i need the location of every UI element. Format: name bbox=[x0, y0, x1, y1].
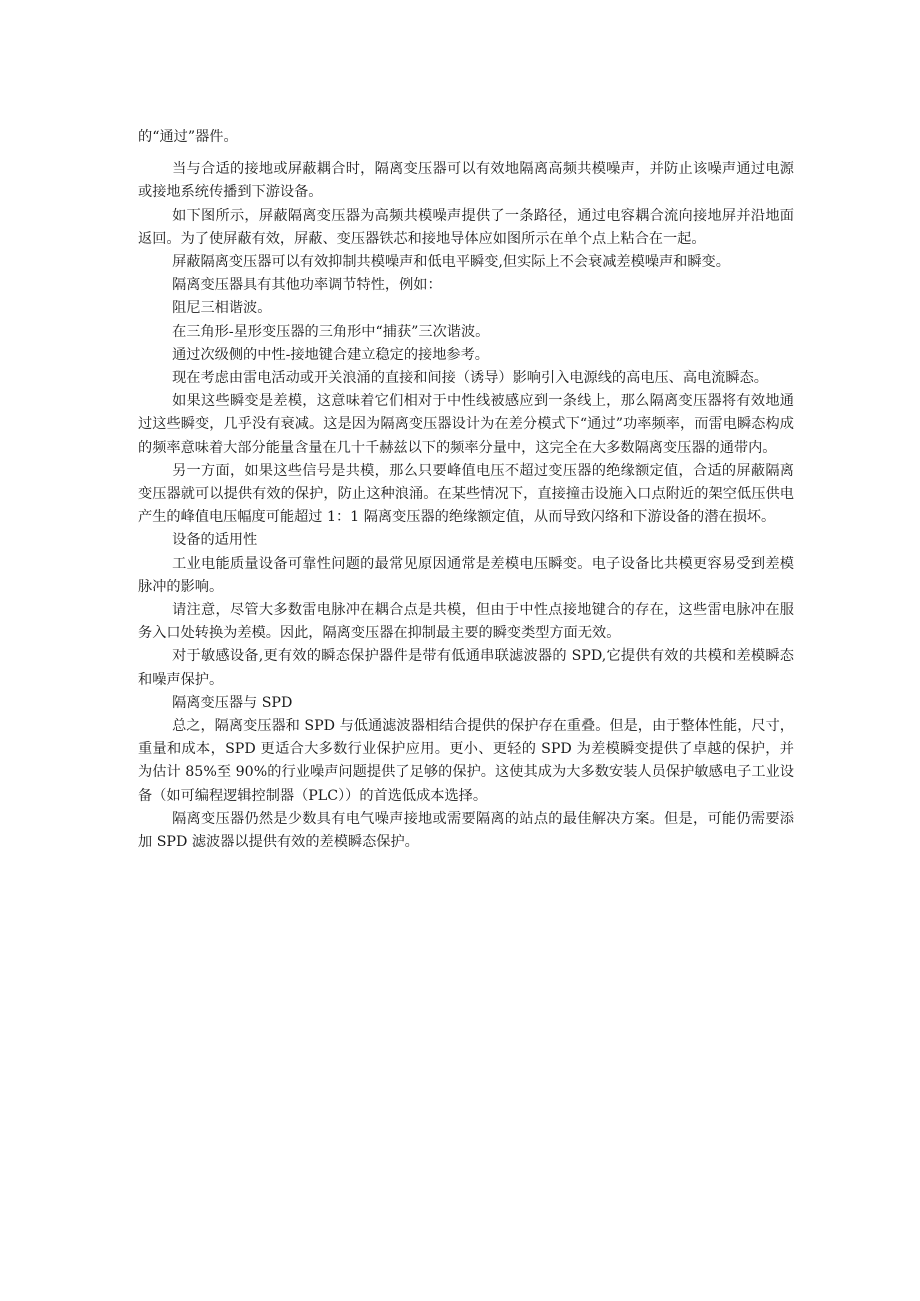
paragraph: 对于敏感设备,更有效的瞬态保护器件是带有低通串联滤波器的 SPD,它提供有效的共模和差模瞬态和噪声保护。 bbox=[138, 648, 794, 688]
paragraph: 另一方面，如果这些信号是共模，那么只要峰值电压不超过变压器的绝缘额定值，合适的屏蔽隔离变压器就可以提供有效的保护，防止这种浪涌。在某些情况下，直接撞击设施入口点附近的架空低压供电产生的峰值电压幅度可能超过 1：1 隔离变压器的绝缘额定值，从而导致闪络和下游设备的潜在损坏。 bbox=[138, 462, 794, 526]
paragraph: 隔离变压器仍然是少数具有电气噪声接地或需要隔离的站点的最佳解决方案。但是，可能仍需要添加 SPD 滤波器以提供有效的差模瞬态保护。 bbox=[138, 810, 794, 851]
section-heading: 设备的适用性 bbox=[172, 532, 258, 549]
paragraph-continuation: 的“通过”器件。 bbox=[138, 129, 238, 145]
paragraph: 总之，隔离变压器和 SPD 与低通滤波器相结合提供的保护存在重叠。但是，由于整体性能，尺寸，重量和成本，SPD 更适合大多数行业保护应用。更小、更轻的 SPD 为差模瞬变提供了卓越的保护，并为估计 85%至 90%的行业噪声问题提供了足够的保护。这使其成为大多数安装人员保护敏感电子工业设备（如可编程逻辑控制器（PLC））的首选低成本选择。 bbox=[138, 718, 794, 804]
paragraph: 工业电能质量设备可靠性问题的最常见原因通常是差模电压瞬变。电子设备比共模更容易受到差模脉冲的影响。 bbox=[138, 555, 794, 595]
paragraph: 隔离变压器具有其他功率调节特性，例如： bbox=[172, 277, 442, 294]
document-body bbox=[138, 126, 794, 854]
section-heading: 隔离变压器与 SPD bbox=[172, 694, 293, 711]
list-item: 阻尼三相谐波。 bbox=[172, 300, 272, 317]
paragraph: 如果这些瞬变是差模，这意味着它们相对于中性线被感应到一条线上，那么隔离变压器将有效地通过这些瞬变，几乎没有衰减。这是因为隔离变压器设计为在差分模式下“通过”功率频率，而雷电瞬态构成的频率意味着大部分能量含量在几十千赫兹以下的频率分量中，这完全在大多数隔离变压器的通带内。 bbox=[138, 393, 794, 456]
list-item: 在三角形-星形变压器的三角形中“捕获”三次谐波。 bbox=[172, 323, 490, 340]
paragraph: 当与合适的接地或屏蔽耦合时，隔离变压器可以有效地隔离高频共模噪声，并防止该噪声通过电源或接地系统传播到下游设备。 bbox=[138, 161, 794, 201]
paragraph: 如下图所示，屏蔽隔离变压器为高频共模噪声提供了一条路径，通过电容耦合流向接地屏并沿地面返回。为了使屏蔽有效，屏蔽、变压器铁芯和接地导体应如图所示在单个点上粘合在一起。 bbox=[138, 207, 794, 247]
list-item: 通过次级侧的中性-接地键合建立稳定的接地参考。 bbox=[172, 346, 489, 363]
paragraph: 现在考虑由雷电活动或开关浪涌的直接和间接（诱导）影响引入电源线的高电压、高电流瞬态。 bbox=[172, 370, 768, 387]
paragraph: 请注意，尽管大多数雷电脉冲在耦合点是共模，但由于中性点接地键合的存在，这些雷电脉冲在服务入口处转换为差模。因此，隔离变压器在抑制最主要的瞬变类型方面无效。 bbox=[138, 602, 794, 642]
paragraph: 屏蔽隔离变压器可以有效抑制共模噪声和低电平瞬变,但实际上不会衰减差模噪声和瞬变。 bbox=[172, 254, 730, 271]
